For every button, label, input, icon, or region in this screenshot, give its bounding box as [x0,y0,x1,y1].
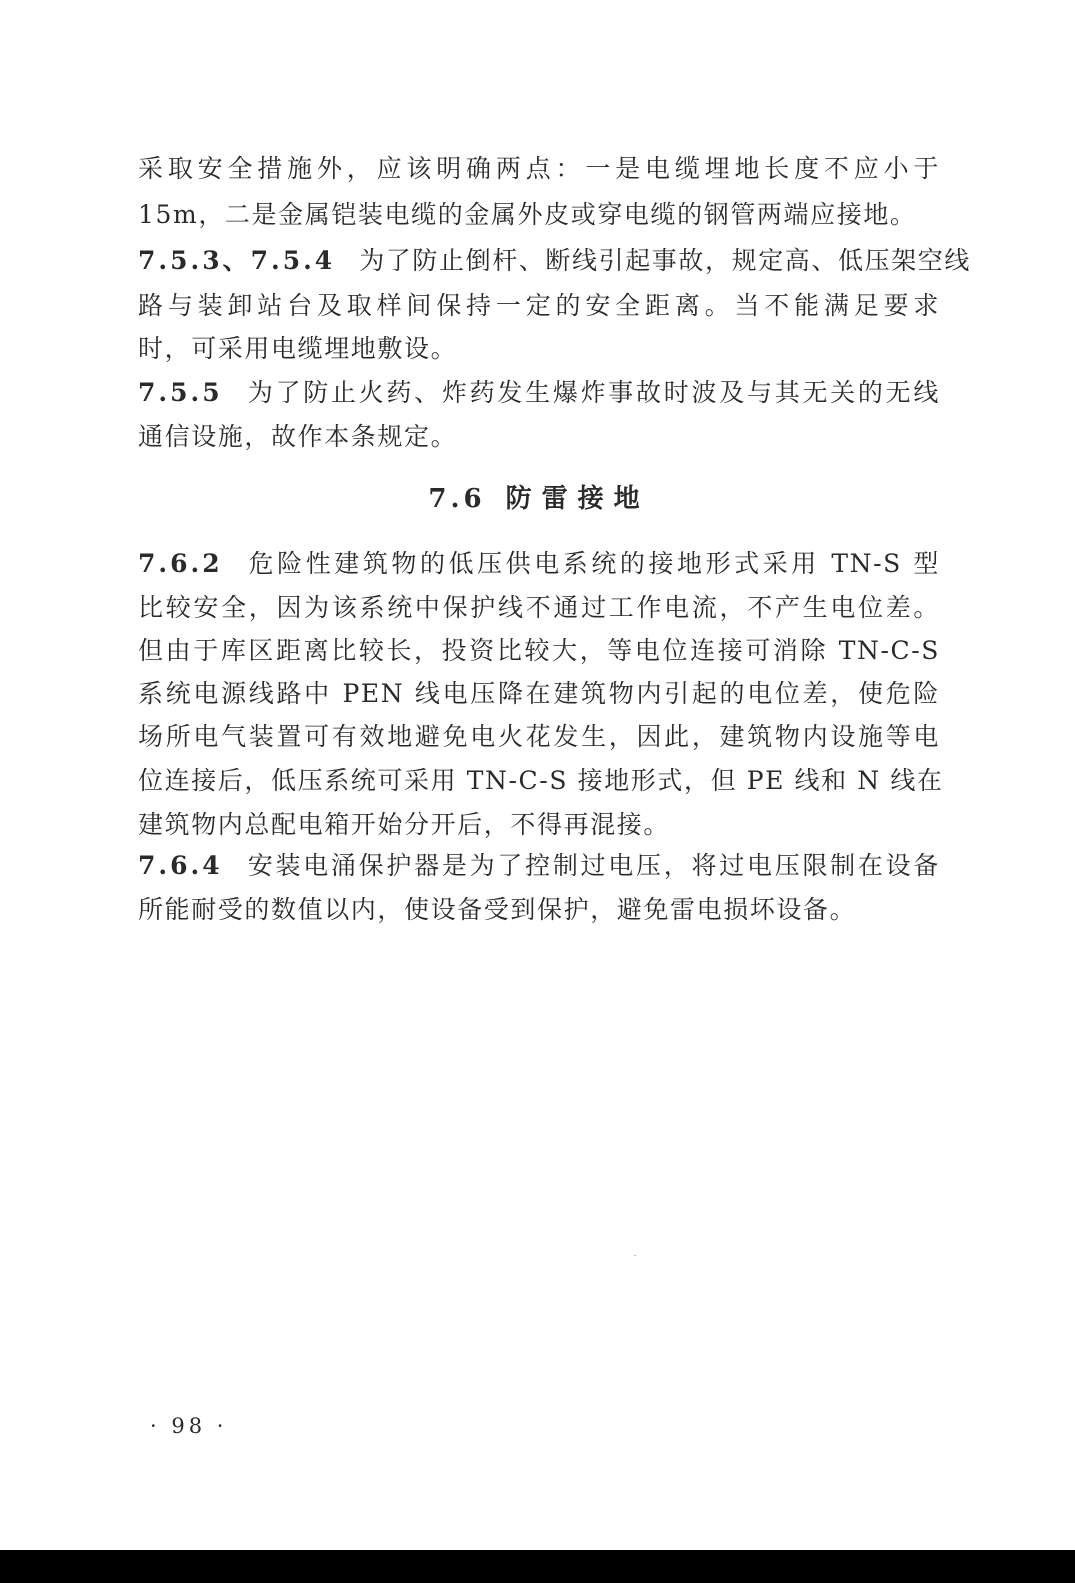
paragraph-line: 15m，二是金属铠装电缆的金属外皮或穿电缆的钢管两端应接地。 [138,200,917,229]
paragraph-line: 场所电气装置可有效地避免电火花发生，因此，建筑物内设施等电 [138,722,940,751]
section-heading [138,476,940,522]
paragraph-line: 所能耐受的数值以内，使设备受到保护，避免雷电损坏设备。 [138,895,857,924]
clause-7-6-2-first-line [138,541,940,587]
paragraph-line: 建筑物内总配电箱开始分开后，不得再混接。 [138,810,671,839]
paragraph-line: 路与装卸站台及取样间保持一定的安全距离。当不能满足要求 [138,291,940,320]
clause-number: 7.6.4 [138,851,223,880]
paragraph-line: 但由于库区距离比较长，投资比较大，等电位连接可消除 TN-C-S [138,636,940,665]
clause-number: 7.5.3、7.5.4 [138,246,336,275]
paragraph-line: 比较安全，因为该系统中保护线不通过工作电流，不产生电位差。 [138,593,940,622]
paragraph-line: 系统电源线路中 PEN 线电压降在建筑物内引起的电位差，使危险 [138,679,940,708]
clause-number: 7.5.5 [138,378,223,407]
paragraph-line: 通信设施，故作本条规定。 [138,422,458,451]
clause-text: 为了防止火药、炸药发生爆炸事故时波及与其无关的无线 [246,378,940,407]
clause-text: 安装电涌保护器是为了控制过电压，将过电压限制在设备 [246,851,940,880]
clause-7-5-5-first-line [138,370,940,416]
section-number: 7.6 [428,484,486,514]
scan-speck [634,1255,636,1256]
scan-border-bar [0,1550,1075,1583]
section-title: 防雷接地 [505,484,650,514]
clause-text: 为了防止倒杆、断线引起事故，规定高、低压架空线 [359,246,971,275]
page-number: · 98 · [150,1414,228,1438]
clause-7-6-4-first-line [138,843,940,889]
clause-text: 危险性建筑物的低压供电系统的接地形式采用 TN-S 型 [246,549,940,578]
clause-number: 7.6.2 [138,549,223,578]
clause-7-5-3-first-line [138,238,971,284]
paragraph-line: 采取安全措施外，应该明确两点：一是电缆埋地长度不应小于 [138,154,940,183]
paragraph-line: 位连接后，低压系统可采用 TN-C-S 接地形式，但 PE 线和 N 线在 [138,766,944,795]
paragraph-line: 时，可采用电缆埋地敷设。 [138,334,458,363]
